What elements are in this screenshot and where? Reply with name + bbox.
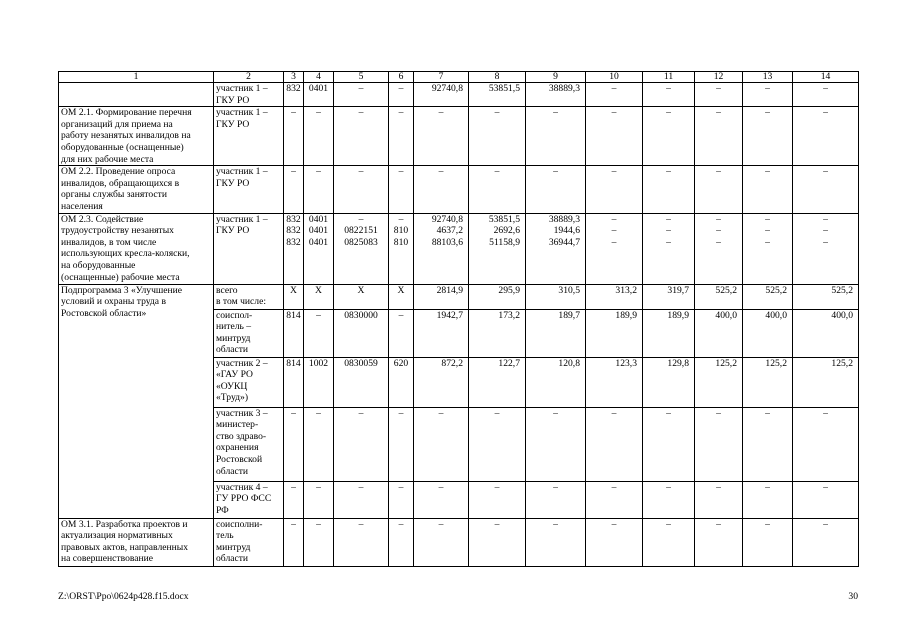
code-cell: 832 [284, 83, 304, 107]
value-cell: 53851,5 2692,6 51158,9 [469, 213, 526, 284]
column-number: 2 [214, 72, 284, 83]
measure-cell: ОМ 2.3. Содействие трудоустройству незанятых инвалидов, в том числе использующих кресла-коляски, на оборудованные (оснащенные) рабочие места [59, 213, 214, 284]
column-number-row [59, 72, 859, 83]
value-cell: 319,7 [643, 284, 695, 309]
value-cell: 38889,3 1944,6 36944,7 [526, 213, 586, 284]
value-cell: – [695, 166, 743, 213]
value-cell: – [526, 481, 586, 518]
value-cell: 125,2 [793, 357, 859, 407]
value-cell: – [586, 407, 643, 481]
executor-cell: соиспол- нитель – минтруд области [214, 309, 284, 357]
value-cell: – [793, 518, 859, 566]
value-cell: – [414, 166, 469, 213]
value-cell: – – – [695, 213, 743, 284]
column-number: 11 [643, 72, 695, 83]
code-cell: – [389, 518, 414, 566]
table-row [59, 107, 859, 166]
page-number: 30 [848, 591, 858, 602]
value-cell: 1942,7 [414, 309, 469, 357]
code-cell: 0830059 [334, 357, 389, 407]
measure-cell: ОМ 3.1. Разработка проектов и актуализация нормативных правовых актов, направленных на совершенствование [59, 518, 214, 566]
code-cell: – [304, 309, 334, 357]
code-cell: – [389, 83, 414, 107]
code-cell: – [334, 166, 389, 213]
value-cell: – [695, 107, 743, 166]
column-number: 8 [469, 72, 526, 83]
code-cell: – [389, 166, 414, 213]
value-cell: 525,2 [743, 284, 793, 309]
column-number: 14 [793, 72, 859, 83]
measure-cell: ОМ 2.2. Проведение опроса инвалидов, обращающихся в органы службы занятости населения [59, 166, 214, 213]
value-cell: 2814,9 [414, 284, 469, 309]
value-cell: – [643, 166, 695, 213]
column-number: 4 [304, 72, 334, 83]
value-cell: 129,8 [643, 357, 695, 407]
code-cell: – [304, 166, 334, 213]
code-cell: – [284, 407, 304, 481]
code-cell: 832 832 832 [284, 213, 304, 284]
value-cell: 525,2 [695, 284, 743, 309]
value-cell: – [469, 481, 526, 518]
value-cell: 120,8 [526, 357, 586, 407]
value-cell: 125,2 [743, 357, 793, 407]
value-cell: – [643, 518, 695, 566]
code-cell: – [389, 107, 414, 166]
code-cell: – [389, 407, 414, 481]
code-cell: 620 [389, 357, 414, 407]
code-cell: – [334, 518, 389, 566]
value-cell: – – – [586, 213, 643, 284]
value-cell: – – – [793, 213, 859, 284]
value-cell: – [743, 481, 793, 518]
value-cell: 125,2 [695, 357, 743, 407]
value-cell: – [793, 107, 859, 166]
executor-cell: всего в том числе: [214, 284, 284, 309]
value-cell: – [695, 407, 743, 481]
value-cell: – [526, 407, 586, 481]
code-cell: 814 [284, 309, 304, 357]
value-cell: – [743, 83, 793, 107]
value-cell: – [695, 518, 743, 566]
code-cell: 0401 [304, 83, 334, 107]
code-cell: 0401 0401 0401 [304, 213, 334, 284]
column-number: 3 [284, 72, 304, 83]
code-cell: – [304, 407, 334, 481]
value-cell: – [743, 166, 793, 213]
value-cell: – [469, 107, 526, 166]
code-cell: X [284, 284, 304, 309]
value-cell: – [586, 166, 643, 213]
value-cell: 123,3 [586, 357, 643, 407]
value-cell: – [695, 481, 743, 518]
value-cell: 53851,5 [469, 83, 526, 107]
value-cell: 295,9 [469, 284, 526, 309]
value-cell: 92740,8 [414, 83, 469, 107]
column-number: 13 [743, 72, 793, 83]
table-row [59, 83, 859, 107]
code-cell: X [334, 284, 389, 309]
code-cell: – [284, 481, 304, 518]
value-cell: – [469, 407, 526, 481]
value-cell: – – – [643, 213, 695, 284]
table-row [59, 284, 859, 309]
value-cell: 400,0 [793, 309, 859, 357]
code-cell: – [389, 481, 414, 518]
value-cell: – [793, 166, 859, 213]
value-cell: 525,2 [793, 284, 859, 309]
code-cell: – [389, 309, 414, 357]
code-cell: – [334, 481, 389, 518]
value-cell: – [743, 518, 793, 566]
value-cell: 400,0 [695, 309, 743, 357]
code-cell: – [284, 166, 304, 213]
value-cell: – [643, 407, 695, 481]
value-cell: – [526, 518, 586, 566]
table-row [59, 166, 859, 213]
value-cell: – [793, 481, 859, 518]
measure-cell [59, 83, 214, 107]
executor-cell: участник 2 – «ГАУ РО «ОУКЦ «Труд») [214, 357, 284, 407]
value-cell: – [695, 83, 743, 107]
subprogram-cell: Подпрограмма 3 «Улучшение условий и охраны труда в Ростовской области» [59, 284, 214, 518]
budget-table [58, 71, 859, 567]
value-cell: – [586, 83, 643, 107]
value-cell: 310,5 [526, 284, 586, 309]
column-number: 5 [334, 72, 389, 83]
value-cell: – [586, 518, 643, 566]
value-cell: 400,0 [743, 309, 793, 357]
executor-cell: участник 3 – министер- ство здраво- охранения Ростовской области [214, 407, 284, 481]
code-cell: – [334, 407, 389, 481]
executor-cell: участник 4 – ГУ РРО ФСС РФ [214, 481, 284, 518]
code-cell: – [304, 481, 334, 518]
code-cell: – [284, 107, 304, 166]
code-cell: – [334, 107, 389, 166]
table-row [59, 213, 859, 284]
value-cell: – [414, 107, 469, 166]
value-cell: – – – [743, 213, 793, 284]
column-number: 6 [389, 72, 414, 83]
code-cell: – [284, 518, 304, 566]
code-cell: 1002 [304, 357, 334, 407]
measure-cell: ОМ 2.1. Формирование перечня организаций для приема на работу незанятых инвалидов на оборудованные (оснащенные) для них рабочие места [59, 107, 214, 166]
code-cell: X [304, 284, 334, 309]
value-cell: 173,2 [469, 309, 526, 357]
code-cell: 814 [284, 357, 304, 407]
code-cell: – 0822151 0825083 [334, 213, 389, 284]
value-cell: – [414, 518, 469, 566]
column-number: 10 [586, 72, 643, 83]
value-cell: 189,9 [586, 309, 643, 357]
code-cell: – 810 810 [389, 213, 414, 284]
value-cell: 189,7 [526, 309, 586, 357]
code-cell: X [389, 284, 414, 309]
value-cell: – [469, 518, 526, 566]
value-cell: 872,2 [414, 357, 469, 407]
code-cell: – [334, 83, 389, 107]
value-cell: – [414, 407, 469, 481]
value-cell: 313,2 [586, 284, 643, 309]
column-number: 1 [59, 72, 214, 83]
value-cell: – [793, 407, 859, 481]
executor-cell: участник 1 – ГКУ РО [214, 213, 284, 284]
value-cell: – [414, 481, 469, 518]
file-path: Z:\ORST\Ppo\0624p428.f15.docx [58, 591, 189, 602]
value-cell: – [643, 83, 695, 107]
value-cell: – [643, 107, 695, 166]
value-cell: 38889,3 [526, 83, 586, 107]
column-number: 7 [414, 72, 469, 83]
value-cell: – [743, 407, 793, 481]
column-number: 9 [526, 72, 586, 83]
column-number: 12 [695, 72, 743, 83]
code-cell: – [304, 107, 334, 166]
code-cell: 0830000 [334, 309, 389, 357]
executor-cell: участник 1 – ГКУ РО [214, 107, 284, 166]
executor-cell: соисполни- тель минтруд области [214, 518, 284, 566]
value-cell: – [643, 481, 695, 518]
executor-cell: участник 1 – ГКУ РО [214, 166, 284, 213]
value-cell: 122,7 [469, 357, 526, 407]
value-cell: 189,9 [643, 309, 695, 357]
table-row [59, 518, 859, 566]
value-cell: – [586, 107, 643, 166]
code-cell: – [304, 518, 334, 566]
value-cell: – [526, 166, 586, 213]
value-cell: – [793, 83, 859, 107]
value-cell: 92740,8 4637,2 88103,6 [414, 213, 469, 284]
value-cell: – [526, 107, 586, 166]
value-cell: – [469, 166, 526, 213]
value-cell: – [586, 481, 643, 518]
executor-cell: участник 1 – ГКУ РО [214, 83, 284, 107]
value-cell: – [743, 107, 793, 166]
